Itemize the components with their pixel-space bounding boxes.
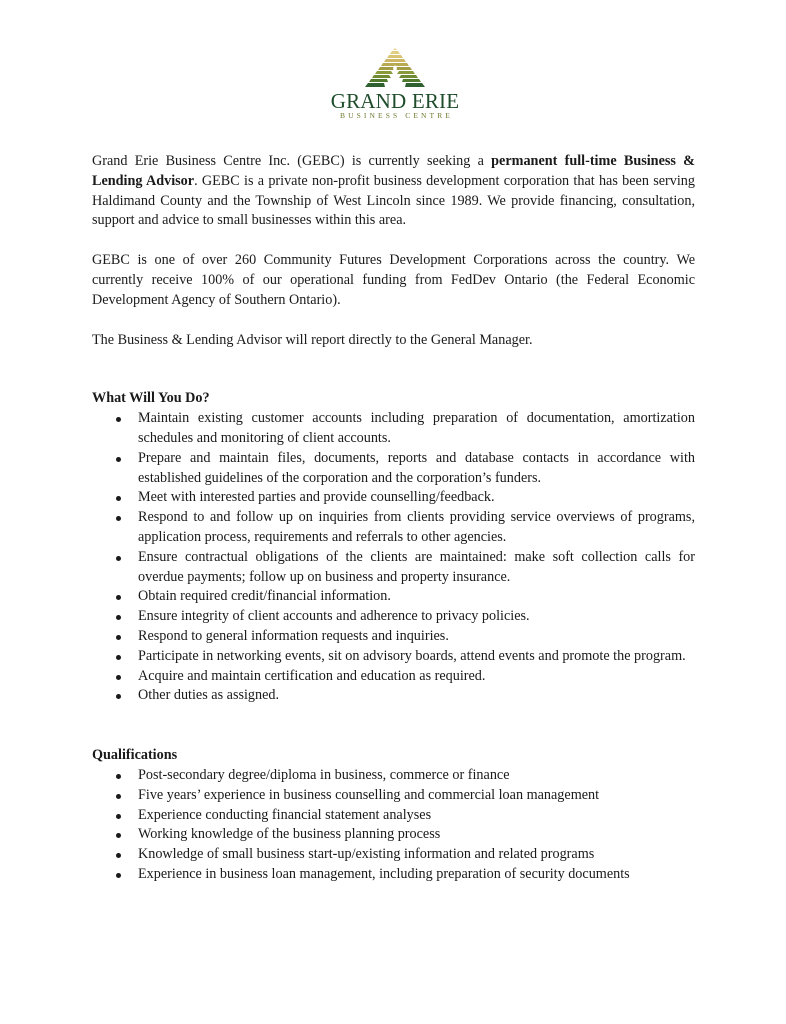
duty-item: Respond to and follow up on inquiries from clients providing service overviews of programs, application process, requirements and referrals to other agencies. bbox=[92, 508, 695, 548]
job-posting-document bbox=[92, 152, 695, 885]
logo-name: GRAND ERIE bbox=[330, 89, 460, 113]
duty-item: Prepare and maintain files, documents, reports and database contacts in accordance with established guidelines of the corporation and the corporation’s funders. bbox=[92, 449, 695, 489]
intro-text-start: Grand Erie Business Centre Inc. (GEBC) is currently seeking a bbox=[92, 153, 492, 169]
position-title: permanent full-time Business & Lending Advisor bbox=[92, 153, 695, 189]
duty-item: Participate in networking events, sit on advisory boards, attend events and promote the program. bbox=[92, 647, 695, 667]
company-logo bbox=[330, 46, 460, 128]
duty-item: Ensure integrity of client accounts and adherence to privacy policies. bbox=[92, 607, 695, 627]
qualification-item: Five years’ experience in business counselling and commercial loan management bbox=[92, 786, 695, 806]
qualification-item: Working knowledge of the business planning process bbox=[92, 825, 695, 845]
reporting-paragraph: The Business & Lending Advisor will report directly to the General Manager. bbox=[92, 331, 533, 348]
duties-heading: What Will You Do? bbox=[92, 390, 210, 407]
qualifications-heading: Qualifications bbox=[92, 747, 178, 764]
pyramid-logo-icon bbox=[360, 46, 430, 90]
qualification-item: Experience conducting financial statement analyses bbox=[92, 806, 695, 826]
duty-item: Ensure contractual obligations of the clients are maintained: make soft collection calls for overdue payments; follow up on business and property insurance. bbox=[92, 548, 695, 588]
duty-item: Respond to general information requests and inquiries. bbox=[92, 627, 695, 647]
intro-paragraph bbox=[92, 152, 695, 231]
duty-item: Other duties as assigned. bbox=[92, 686, 695, 706]
logo-subtitle: BUSINESS CENTRE bbox=[340, 111, 453, 120]
qualification-item: Experience in business loan management, including preparation of security documents bbox=[92, 865, 695, 885]
duties-list bbox=[92, 409, 695, 706]
duty-item: Meet with interested parties and provide counselling/feedback. bbox=[92, 488, 695, 508]
spacer bbox=[92, 706, 695, 746]
duty-item: Maintain existing customer accounts including preparation of documentation, amortization schedules and monitoring of client accounts. bbox=[92, 409, 695, 449]
funding-paragraph: GEBC is one of over 260 Community Futures Development Corporations across the country. We currently receive 100% of our operational funding from FedDev Ontario (the Federal Economic Development Agency of Southern Ontario). bbox=[92, 252, 695, 308]
qualification-item: Post-secondary degree/diploma in business, commerce or finance bbox=[92, 766, 695, 786]
spacer bbox=[92, 231, 695, 251]
duty-item: Obtain required credit/financial information. bbox=[92, 587, 695, 607]
qualifications-list bbox=[92, 766, 695, 885]
duty-item: Acquire and maintain certification and education as required. bbox=[92, 667, 695, 687]
qualification-item: Knowledge of small business start-up/existing information and related programs bbox=[92, 845, 695, 865]
intro-text-end: . GEBC is a private non-profit business development corporation that has been serving Haldimand County and the Township of West Lincoln since 1989. We provide financing, consultation, support and advice to small businesses within this area. bbox=[92, 172, 695, 229]
spacer bbox=[92, 350, 695, 389]
spacer bbox=[92, 311, 695, 331]
